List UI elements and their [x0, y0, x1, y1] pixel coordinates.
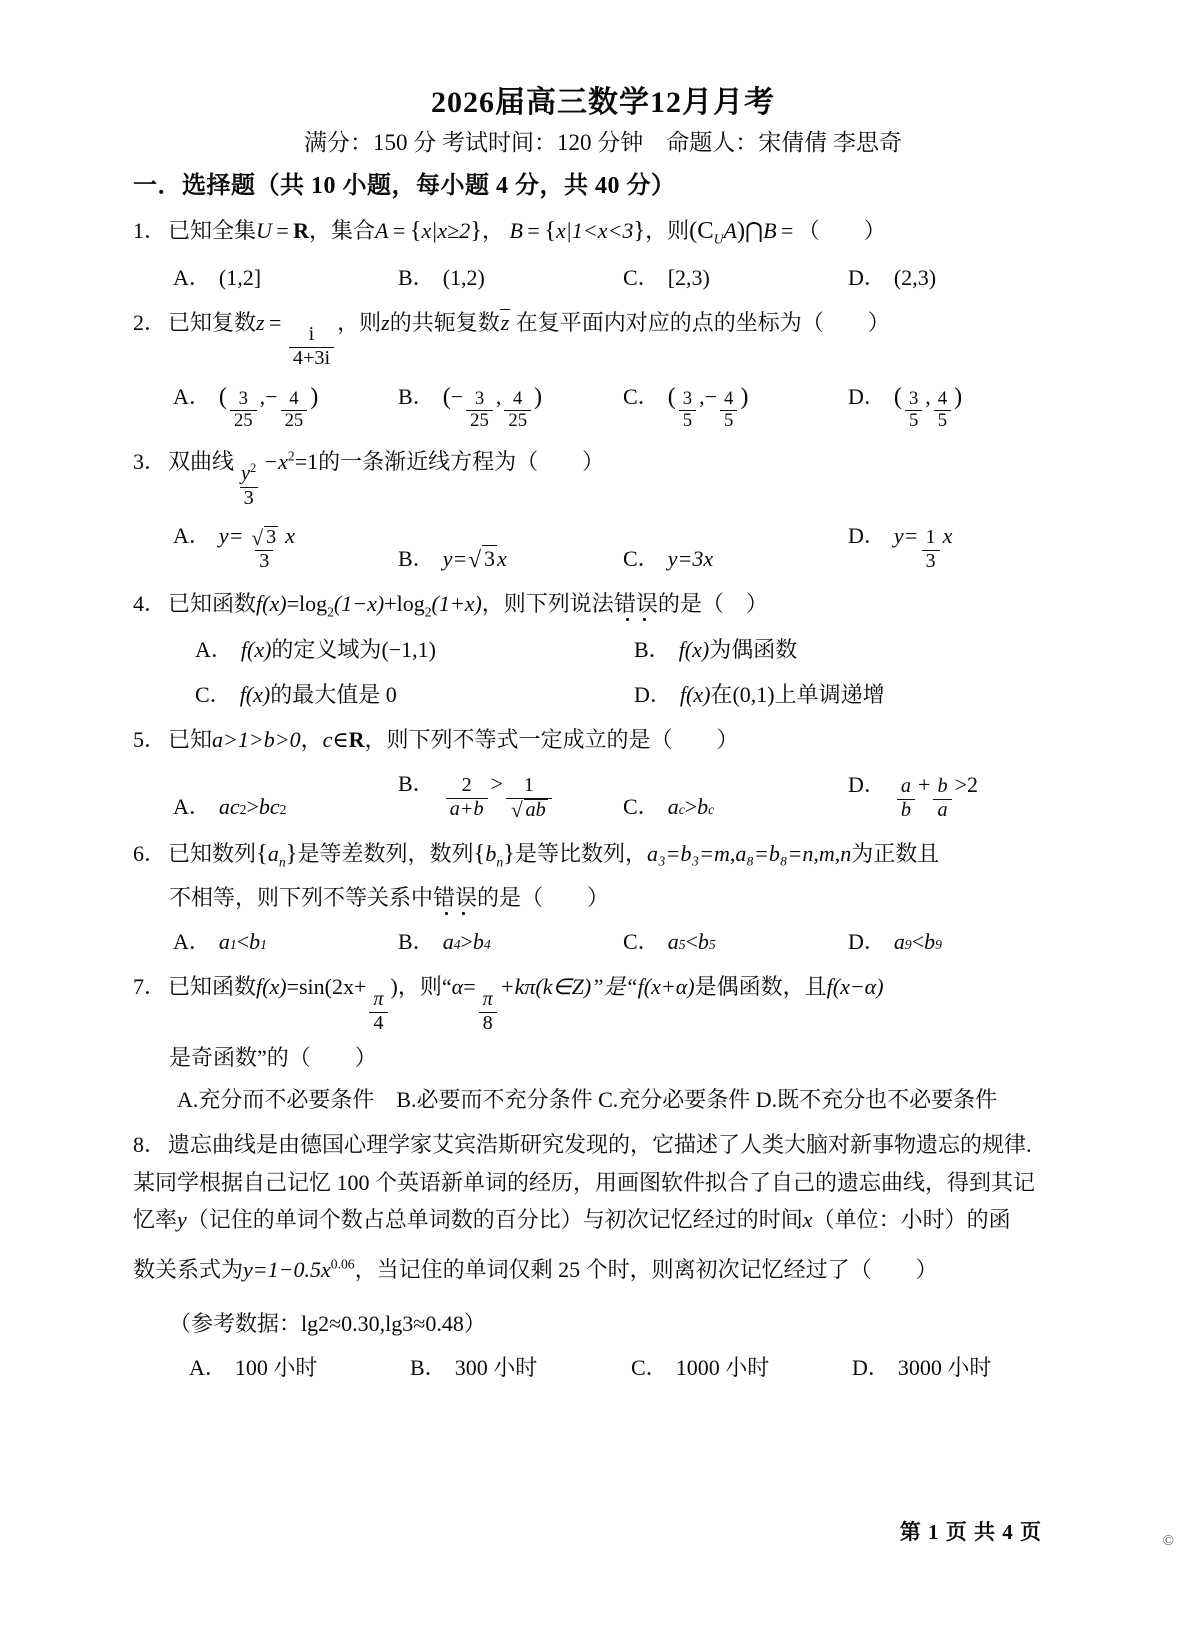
option-8-a[interactable]: A． 100 小时	[189, 1355, 318, 1381]
page-footer: 第 1 页 共 4 页	[899, 1520, 1042, 1544]
option-8-c[interactable]: C． 1000 小时	[631, 1355, 770, 1381]
question-8-number: 8．	[133, 1132, 167, 1158]
question-4	[133, 587, 1073, 623]
option-5-b[interactable]: B． $\frac{2}{a+b}$ > 1 √ ab	[398, 767, 623, 822]
option-3-a[interactable]: A． y= √ 3 3 x	[173, 523, 295, 573]
question-7	[133, 970, 1073, 1034]
question-4-options-row2	[133, 678, 1073, 709]
exam-meta-line: 满分：150 分 考试时间：120 分钟 命题人：宋倩倩 李思奇	[304, 129, 902, 155]
question-4-options-row1	[133, 633, 1073, 664]
question-7-stem-line2: 是奇函数”的（ ）	[169, 1045, 377, 1071]
option-3-b[interactable]: B． y= √ 3 x	[398, 545, 507, 572]
option-2-d[interactable]: D． ( $\frac{3}{5}$ , $\frac{4}{5}$ )	[848, 382, 963, 431]
question-8-line4: 数关系式为$y=1-0.5x^{0.06}$，当记住的单词仅剩 25 个时，则离初次记忆经过了（ ）	[133, 1256, 938, 1283]
option-5-c[interactable]: C． a c > b c	[623, 794, 715, 820]
question-8-reference-data: （参考数据：lg2≈0.30,lg3≈0.48）	[169, 1310, 486, 1336]
question-6-number: 6．	[133, 841, 167, 867]
option-4-b[interactable]: B． f(x) 为偶函数	[634, 636, 798, 662]
page-content	[133, 84, 1073, 1396]
emphasis-wrong: 错误	[613, 591, 658, 617]
option-6-d[interactable]: D． a 9 < b 9	[848, 929, 942, 955]
option-4-c[interactable]: C． f(x) 的最大值是 0	[195, 681, 397, 707]
question-2-options	[133, 380, 1073, 431]
option-5-a[interactable]: A． ac 2 > bc 2	[173, 794, 287, 820]
option-1-a[interactable]: A． (1,2]	[173, 264, 262, 290]
question-1-number: 1．	[133, 218, 167, 244]
question-6-stem: 已知数列$\{a_n\}$是等差数列，数列$\{b_n\}$是等比数列，a₃=b₃=m,a₈=b₈=n,m,n为正数且	[168, 840, 940, 870]
question-6	[133, 835, 1073, 873]
question-7-stem: 已知函数f(x)=sin(2x+ $\frac{\pi}{4}$ )，则“α= $\frac{\pi}{8}$ +kπ(k∈Z)”是“f(x+α)是偶函数，且f(x−α)	[168, 974, 884, 1034]
question-5-options	[133, 767, 1073, 822]
option-4-a[interactable]: A． f(x) 的定义域为 (−1,1)	[195, 636, 436, 662]
question-4-number: 4．	[133, 591, 167, 617]
question-3-number: 3．	[133, 449, 167, 475]
question-8-line1: 8．遗忘曲线是由德国心理学家艾宾浩斯研究发现的，它描述了人类大脑对新事物遗忘的规律.	[133, 1132, 1032, 1158]
option-3-c[interactable]: C． y= 3x	[623, 546, 714, 572]
question-2-number: 2．	[133, 309, 167, 335]
question-4-stem: 已知函数$f(x)=\log_2(1-x)+\log_2(1+x)$，则下列说法错误的是（ ）	[168, 591, 768, 620]
question-5-stem: 已知a>1>b>0，c∈R，则下列不等式一定成立的是（ ）	[168, 726, 739, 752]
option-6-c[interactable]: C． a 5 < b 5	[623, 929, 716, 955]
question-5	[133, 723, 1073, 757]
option-3-d[interactable]: D． y= $\frac{1}{3}$ x	[848, 523, 953, 573]
corner-watermark: ©	[1162, 1533, 1174, 1549]
question-1-stem: 已知全集U = R，集合A = {x|x≥2}， B = {x|1<x<3}，则$(C_UA)⋂B$ = （ ）	[168, 217, 886, 247]
option-5-d[interactable]: D． $\frac{a}{b}$ + $\frac{b}{a}$ > 2	[848, 771, 978, 821]
option-4-d[interactable]: D． f(x) 在 (0,1) 上单调递增	[634, 681, 885, 707]
option-2-b[interactable]: B． ( − $\frac{3}{25}$ , $\frac{4}{25}$ )	[398, 382, 543, 431]
question-8-line3: 忆率y（记住的单词个数占总单词数的百分比）与初次记忆经过的时间x（单位：小时）的函	[133, 1207, 1011, 1233]
question-5-number: 5．	[133, 726, 167, 752]
question-6-options	[133, 925, 1073, 956]
option-1-d[interactable]: D． (2,3)	[848, 264, 937, 290]
emphasis-wrong: 错误	[433, 884, 478, 910]
question-7-number: 7．	[133, 974, 167, 1000]
option-1-b[interactable]: B． (1,2)	[398, 264, 485, 290]
question-8-line2: 某同学根据自己记忆 100 个英语新单词的经历，用画图软件拟合了自己的遗忘曲线，得到其记	[133, 1169, 1036, 1195]
question-1-options	[133, 261, 1073, 292]
question-7-choices[interactable]: A.充分而不必要条件 B.必要而不充分条件 C.充分必要条件 D.既不充分也不必要条件	[177, 1087, 998, 1112]
option-1-c[interactable]: C． [2,3)	[623, 264, 710, 290]
question-8-options	[133, 1351, 1073, 1382]
option-8-d[interactable]: D． 3000 小时	[852, 1355, 992, 1381]
option-8-b[interactable]: B． 300 小时	[410, 1355, 538, 1381]
question-2-stem: 已知复数z = $\frac{i}{4+3i}$ ，则z的共轭复数z 在复平面内对应的点的坐标为（ ）	[168, 309, 890, 369]
question-3-stem: 双曲线 $\frac{y^2}{3}$ $-x^2=1$的一条渐近线方程为（ ）	[168, 448, 605, 509]
option-6-b[interactable]: B． a 4 > b 4	[398, 929, 491, 955]
page-title: 2026届高三数学12月月考	[431, 86, 775, 119]
question-3	[133, 445, 1073, 509]
option-6-a[interactable]: A． a 1 < b 1	[173, 929, 267, 955]
question-3-options	[133, 519, 1073, 573]
question-1	[133, 212, 1073, 250]
option-2-a[interactable]: A． ( $\frac{3}{25}$ , − $\frac{4}{25}$ )	[173, 382, 319, 431]
option-2-c[interactable]: C． ( $\frac{3}{5}$ , − $\frac{4}{5}$ )	[623, 382, 749, 431]
question-2	[133, 306, 1073, 370]
section-heading-choice: 一．选择题（共 10 小题，每小题 4 分，共 40 分）	[133, 173, 676, 200]
question-6-stem-line2: 不相等，则下列不等关系中错误的是（ ）	[169, 884, 610, 910]
